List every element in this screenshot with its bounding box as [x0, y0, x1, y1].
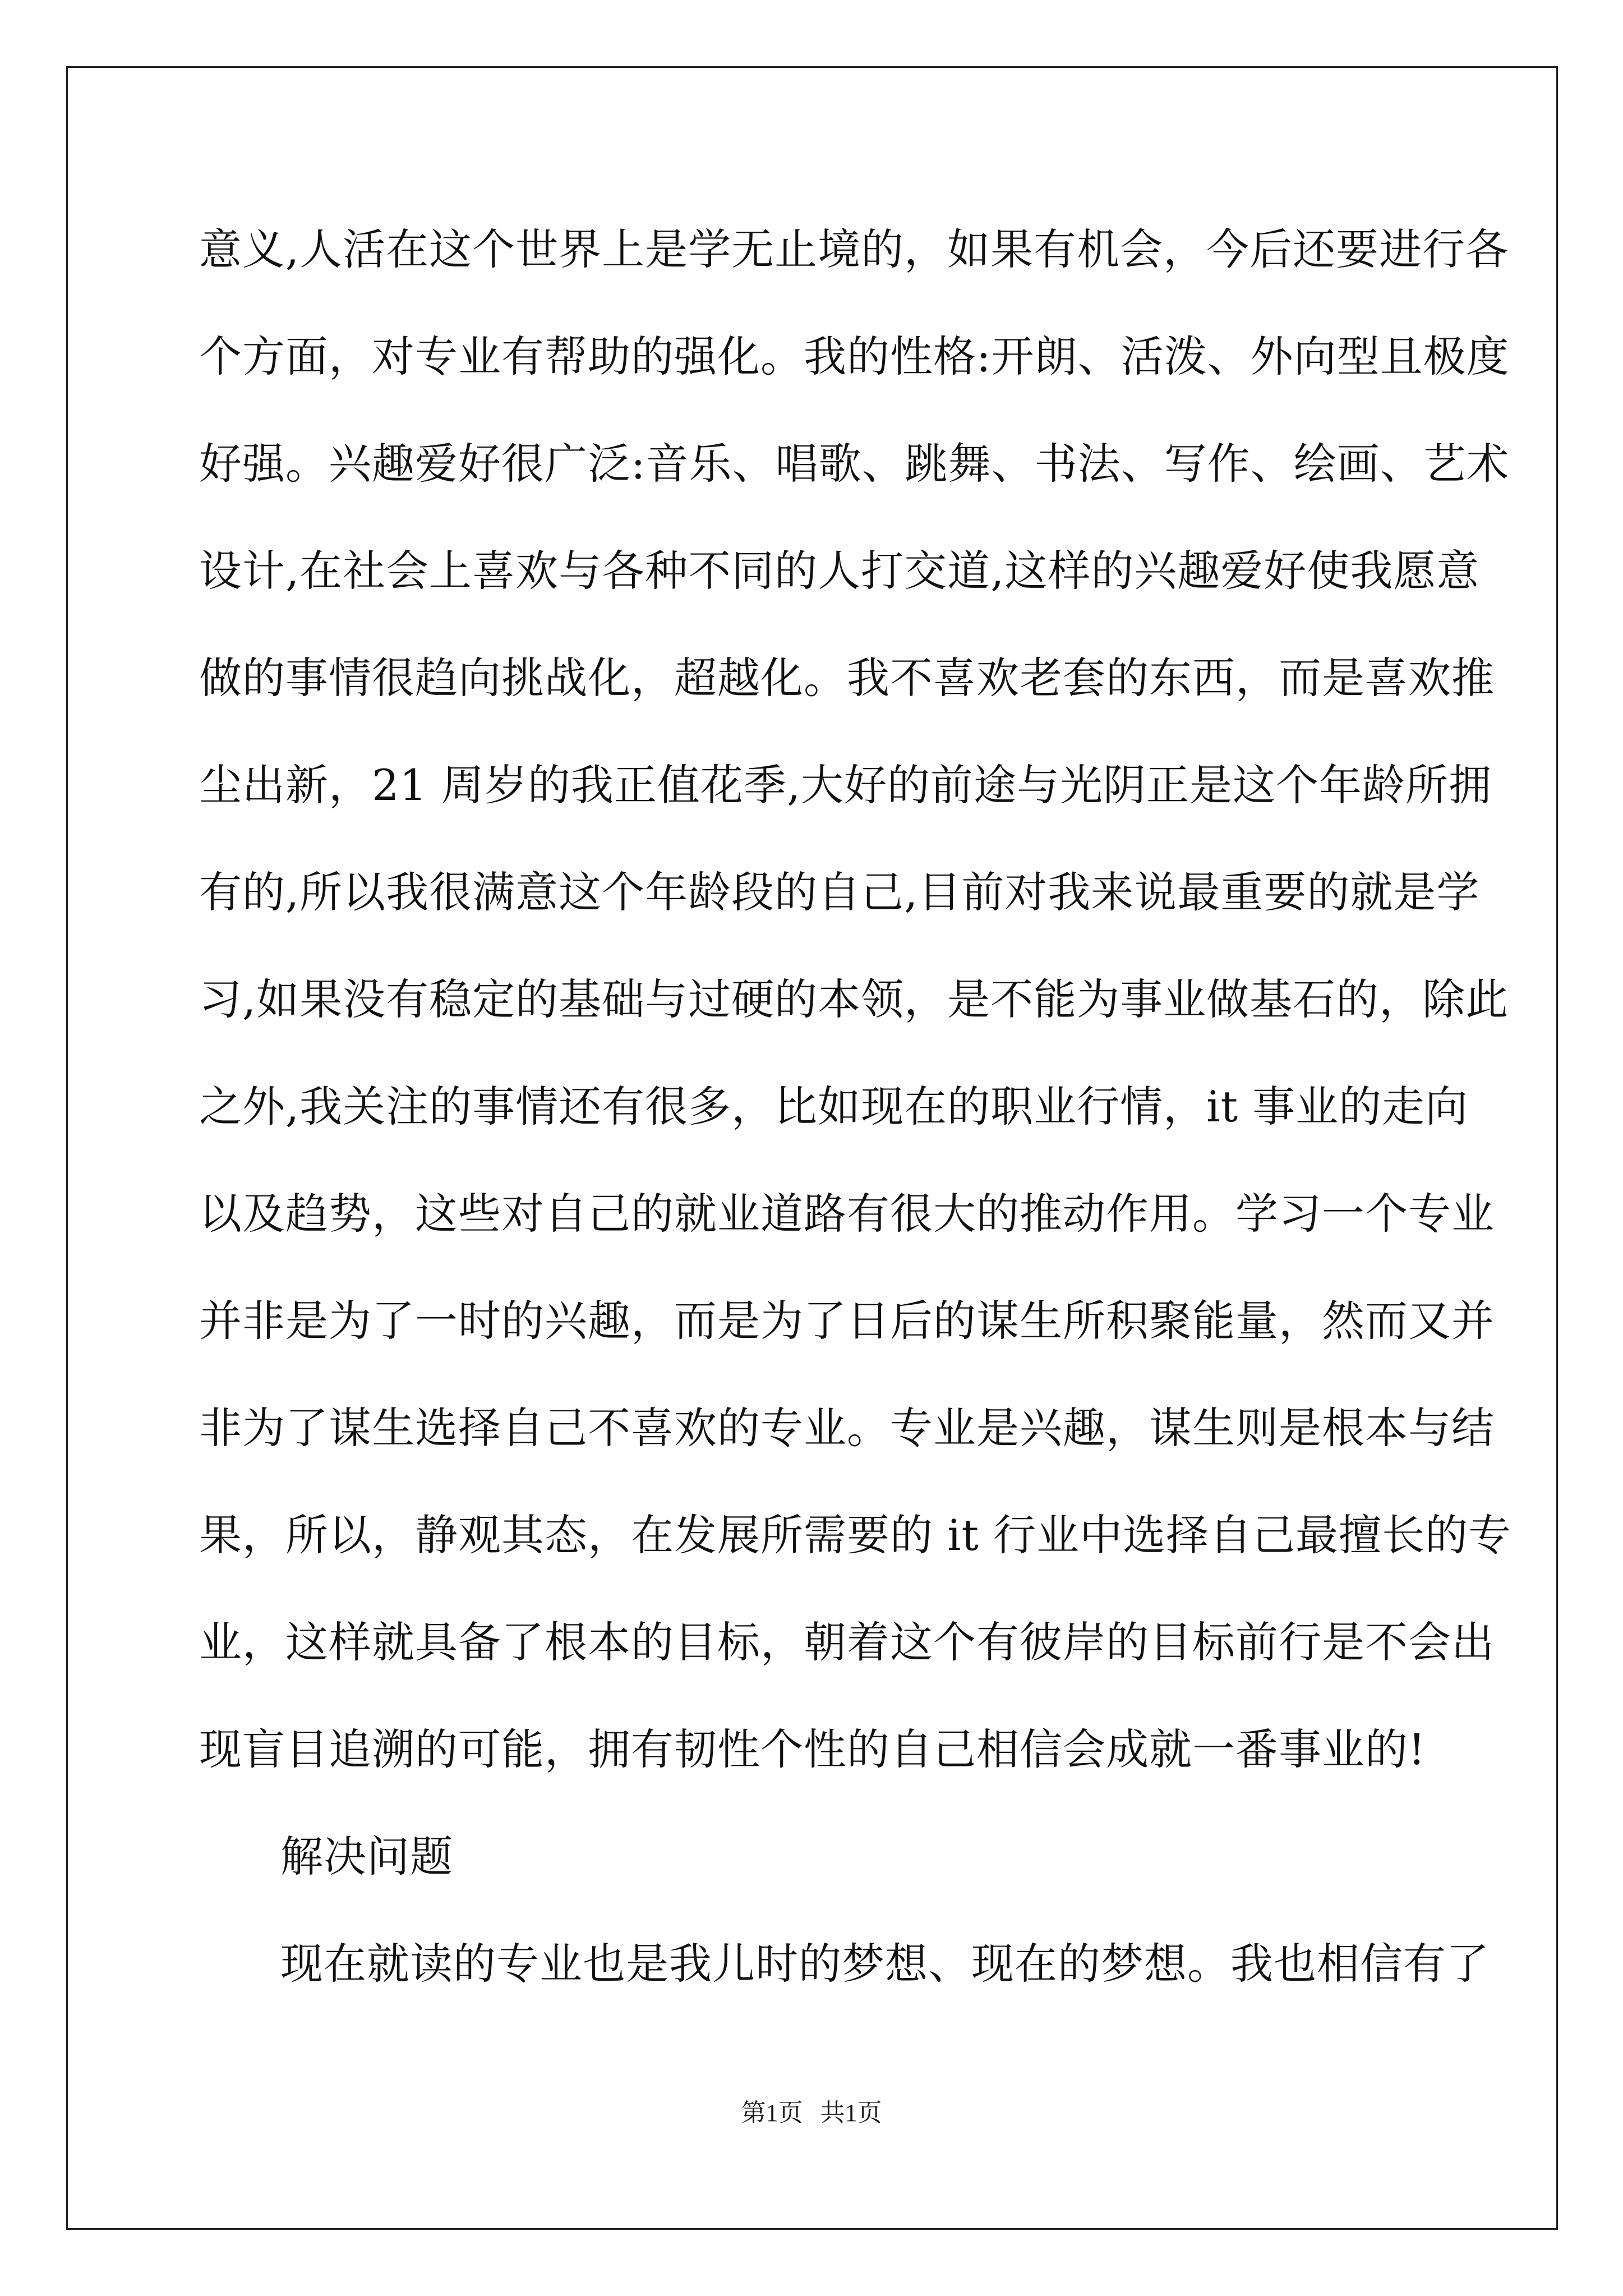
page-number: 第1页 [741, 2099, 803, 2127]
body-line: 业，这样就具备了根本的目标，朝着这个有彼岸的目标前行是不会出 [199, 1617, 1495, 1667]
body-line: 现盲目追溯的可能，拥有韧性个性的自己相信会成就一番事业的! [199, 1724, 1426, 1774]
body-line: 尘出新，21 周岁的我正值花季,大好的前途与光阴正是这个年龄所拥 [199, 760, 1492, 810]
body-line: 设计,在社会上喜欢与各种不同的人打交道,这样的兴趣爱好使我愿意 [199, 546, 1480, 596]
body-line: 习,如果没有稳定的基础与过硬的本领，是不能为事业做基石的，除此 [199, 974, 1509, 1024]
paragraph-first-line: 现在就读的专业也是我儿时的梦想、现在的梦想。我也相信有了 [280, 1939, 1490, 1989]
body-line: 果，所以，静观其态，在发展所需要的 it 行业中选择自己最擅长的专 [199, 1510, 1512, 1560]
body-line: 个方面，对专业有帮助的强化。我的性格:开朗、活泼、外向型且极度 [199, 332, 1510, 381]
document-body [199, 208, 1512, 2029]
page-count: 共1页 [820, 2099, 882, 2127]
body-line: 之外,我关注的事情还有很多，比如现在的职业行情，it 事业的走向 [199, 1082, 1469, 1131]
body-line: 意义,人活在这个世界上是学无止境的，如果有机会，今后还要进行各 [199, 224, 1509, 274]
body-line: 做的事情很趋向挑战化，超越化。我不喜欢老套的东西，而是喜欢推 [199, 653, 1495, 703]
body-line: 好强。兴趣爱好很广泛:音乐、唱歌、跳舞、书法、写作、绘画、艺术 [199, 439, 1510, 489]
section-heading: 解决问题 [280, 1832, 453, 1881]
body-line: 有的,所以我很满意这个年龄段的自己,目前对我来说最重要的就是学 [199, 867, 1480, 917]
page-footer [0, 2092, 1623, 2128]
body-line: 非为了谋生选择自己不喜欢的专业。专业是兴趣，谋生则是根本与结 [199, 1403, 1495, 1453]
body-line: 以及趋势，这些对自己的就业道路有很大的推动作用。学习一个专业 [199, 1189, 1495, 1239]
body-line: 并非是为了一时的兴趣，而是为了日后的谋生所积聚能量，然而又并 [199, 1296, 1495, 1346]
